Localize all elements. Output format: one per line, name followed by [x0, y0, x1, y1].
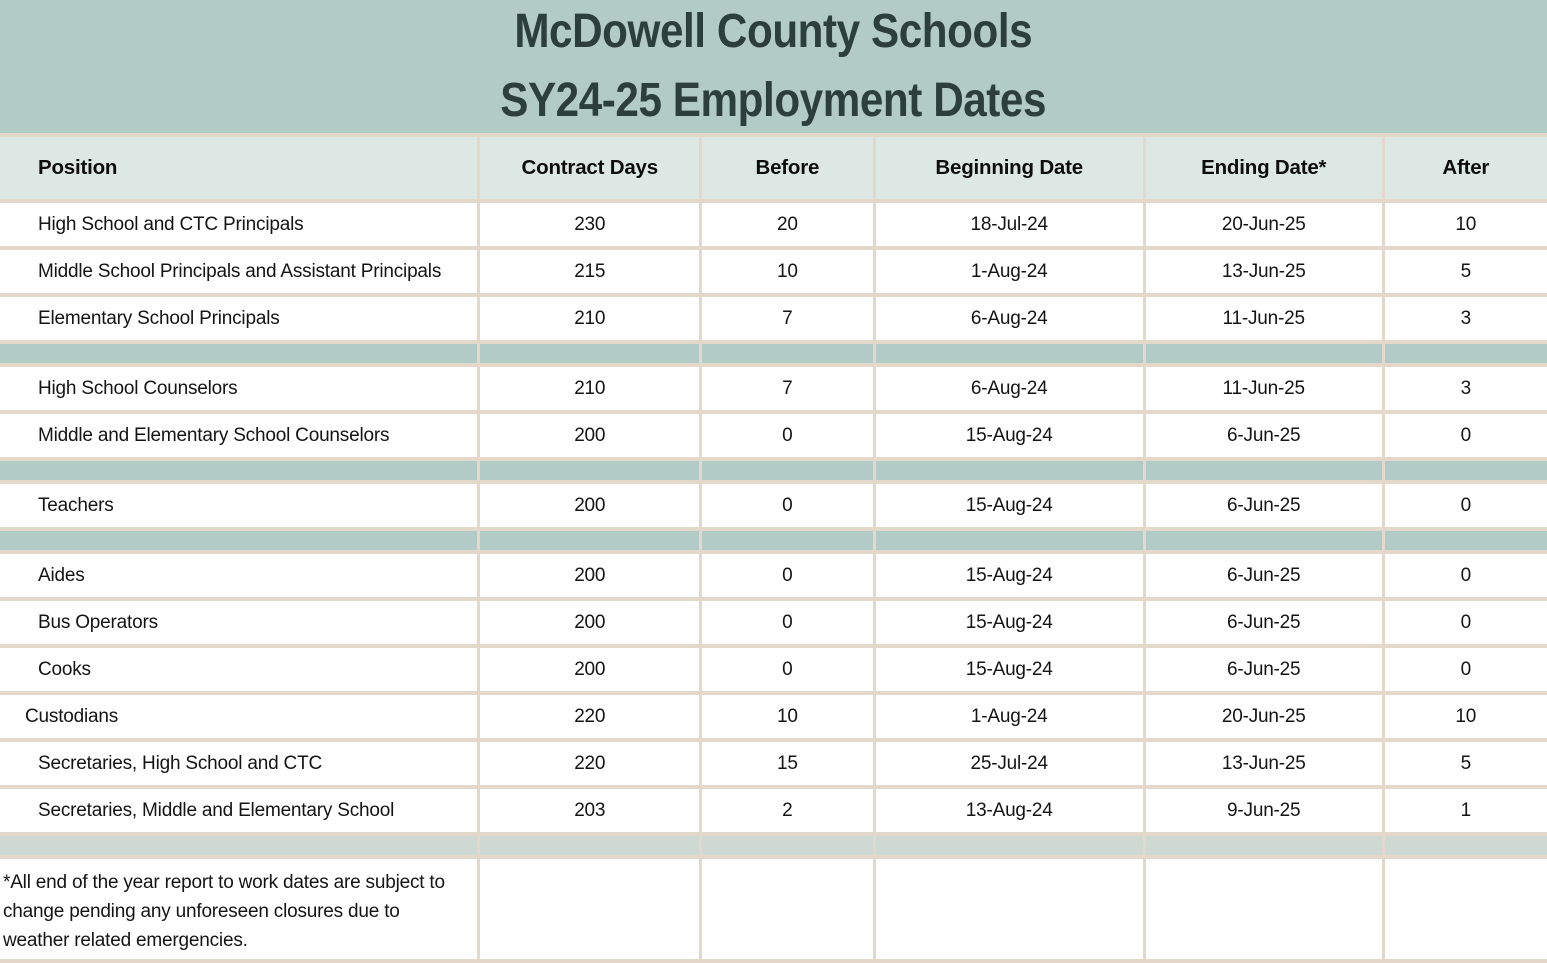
contract-days-cell: 210 [480, 367, 699, 410]
beginning-date-cell: 25-Jul-24 [876, 742, 1143, 785]
table-row [0, 789, 1547, 832]
title-band [0, 0, 1547, 133]
before-cell: 7 [702, 297, 872, 340]
after-cell: 0 [1385, 484, 1547, 527]
table-row [0, 648, 1547, 691]
after-cell: 10 [1385, 203, 1547, 246]
separator-cell [480, 531, 699, 550]
separator-cell [876, 461, 1143, 480]
column-header-before: Before [702, 137, 872, 199]
separator-cell [702, 836, 872, 855]
separator-cell [876, 344, 1143, 363]
header-row [0, 137, 1547, 199]
separator-cell [0, 344, 477, 363]
separator-cell [1385, 461, 1547, 480]
page-title: McDowell County Schools [514, 5, 1033, 58]
footnote-row [0, 859, 1547, 959]
footnote-line: change pending any unforeseen closures due to [3, 901, 400, 922]
table-row [0, 601, 1547, 644]
position-cell: Elementary School Principals [0, 297, 477, 340]
separator-cell [702, 461, 872, 480]
separator-cell [1146, 344, 1382, 363]
position-cell: High School and CTC Principals [0, 203, 477, 246]
position-cell: Secretaries, Middle and Elementary School [0, 789, 477, 832]
footnote [0, 859, 477, 959]
after-cell: 3 [1385, 297, 1547, 340]
table-row [0, 742, 1547, 785]
separator-cell [1385, 836, 1547, 855]
table-row [0, 554, 1547, 597]
contract-days-cell: 210 [480, 297, 699, 340]
after-cell: 3 [1385, 367, 1547, 410]
beginning-date-cell: 13-Aug-24 [876, 789, 1143, 832]
position-cell: Middle School Principals and Assistant Principals [0, 250, 477, 293]
ending-date-cell: 6-Jun-25 [1146, 554, 1382, 597]
position-cell: Teachers [0, 484, 477, 527]
contract-days-cell: 220 [480, 742, 699, 785]
before-cell: 20 [702, 203, 872, 246]
column-header-position: Position [0, 137, 477, 199]
position-cell: Aides [0, 554, 477, 597]
separator-cell [1385, 531, 1547, 550]
after-cell: 10 [1385, 695, 1547, 738]
contract-days-cell: 200 [480, 648, 699, 691]
table-row [0, 414, 1547, 457]
footnote-line: *All end of the year report to work dates are subject to [3, 872, 445, 893]
column-header-after: After [1385, 137, 1547, 199]
separator-cell [1146, 531, 1382, 550]
contract-days-cell: 230 [480, 203, 699, 246]
beginning-date-cell: 15-Aug-24 [876, 484, 1143, 527]
ending-date-cell: 11-Jun-25 [1146, 367, 1382, 410]
before-cell: 0 [702, 601, 872, 644]
ending-date-cell: 6-Jun-25 [1146, 601, 1382, 644]
before-cell: 0 [702, 648, 872, 691]
before-cell: 15 [702, 742, 872, 785]
empty-cell [1385, 859, 1547, 959]
separator-cell [702, 531, 872, 550]
position-cell: Middle and Elementary School Counselors [0, 414, 477, 457]
table-row [0, 367, 1547, 410]
column-header-contract-days: Contract Days [480, 137, 699, 199]
table-row [0, 297, 1547, 340]
beginning-date-cell: 1-Aug-24 [876, 250, 1143, 293]
contract-days-cell: 215 [480, 250, 699, 293]
contract-days-cell: 200 [480, 484, 699, 527]
ending-date-cell: 9-Jun-25 [1146, 789, 1382, 832]
contract-days-cell: 200 [480, 414, 699, 457]
empty-cell [1146, 859, 1382, 959]
separator-row [0, 461, 1547, 480]
separator-cell [480, 344, 699, 363]
page-subtitle: SY24-25 Employment Dates [500, 74, 1047, 127]
after-cell: 1 [1385, 789, 1547, 832]
separator-cell [480, 836, 699, 855]
empty-cell [480, 859, 699, 959]
beginning-date-cell: 15-Aug-24 [876, 554, 1143, 597]
separator-cell [0, 461, 477, 480]
separator-cell [1146, 836, 1382, 855]
contract-days-cell: 220 [480, 695, 699, 738]
beginning-date-cell: 15-Aug-24 [876, 601, 1143, 644]
position-cell: Cooks [0, 648, 477, 691]
ending-date-cell: 20-Jun-25 [1146, 203, 1382, 246]
after-cell: 0 [1385, 648, 1547, 691]
before-cell: 10 [702, 695, 872, 738]
column-header-beginning-date: Beginning Date [876, 137, 1143, 199]
separator-row [0, 531, 1547, 550]
after-cell: 0 [1385, 554, 1547, 597]
ending-date-cell: 13-Jun-25 [1146, 742, 1382, 785]
separator-row [0, 344, 1547, 363]
ending-date-cell: 6-Jun-25 [1146, 648, 1382, 691]
separator-cell [876, 836, 1143, 855]
contract-days-cell: 200 [480, 554, 699, 597]
beginning-date-cell: 6-Aug-24 [876, 297, 1143, 340]
separator-cell [876, 531, 1143, 550]
beginning-date-cell: 15-Aug-24 [876, 648, 1143, 691]
beginning-date-cell: 6-Aug-24 [876, 367, 1143, 410]
footnote-line: weather related emergencies. [3, 930, 248, 951]
separator-cell [0, 836, 477, 855]
beginning-date-cell: 18-Jul-24 [876, 203, 1143, 246]
before-cell: 7 [702, 367, 872, 410]
column-header-ending-date: Ending Date* [1146, 137, 1382, 199]
position-cell: High School Counselors [0, 367, 477, 410]
separator-cell [480, 461, 699, 480]
before-cell: 0 [702, 414, 872, 457]
separator-row [0, 836, 1547, 855]
ending-date-cell: 13-Jun-25 [1146, 250, 1382, 293]
separator-cell [702, 344, 872, 363]
beginning-date-cell: 1-Aug-24 [876, 695, 1143, 738]
position-cell: Secretaries, High School and CTC [0, 742, 477, 785]
table-row [0, 250, 1547, 293]
before-cell: 0 [702, 554, 872, 597]
empty-cell [702, 859, 872, 959]
after-cell: 5 [1385, 250, 1547, 293]
empty-cell [876, 859, 1143, 959]
table-row [0, 203, 1547, 246]
contract-days-cell: 200 [480, 601, 699, 644]
table-row [0, 484, 1547, 527]
before-cell: 10 [702, 250, 872, 293]
before-cell: 0 [702, 484, 872, 527]
ending-date-cell: 11-Jun-25 [1146, 297, 1382, 340]
ending-date-cell: 20-Jun-25 [1146, 695, 1382, 738]
after-cell: 0 [1385, 601, 1547, 644]
ending-date-cell: 6-Jun-25 [1146, 484, 1382, 527]
before-cell: 2 [702, 789, 872, 832]
beginning-date-cell: 15-Aug-24 [876, 414, 1143, 457]
table-row [0, 695, 1547, 738]
position-cell: Custodians [0, 695, 477, 738]
table-body [0, 203, 1547, 855]
separator-cell [1385, 344, 1547, 363]
separator-cell [1146, 461, 1382, 480]
separator-cell [0, 531, 477, 550]
after-cell: 0 [1385, 414, 1547, 457]
ending-date-cell: 6-Jun-25 [1146, 414, 1382, 457]
contract-days-cell: 203 [480, 789, 699, 832]
position-cell: Bus Operators [0, 601, 477, 644]
after-cell: 5 [1385, 742, 1547, 785]
